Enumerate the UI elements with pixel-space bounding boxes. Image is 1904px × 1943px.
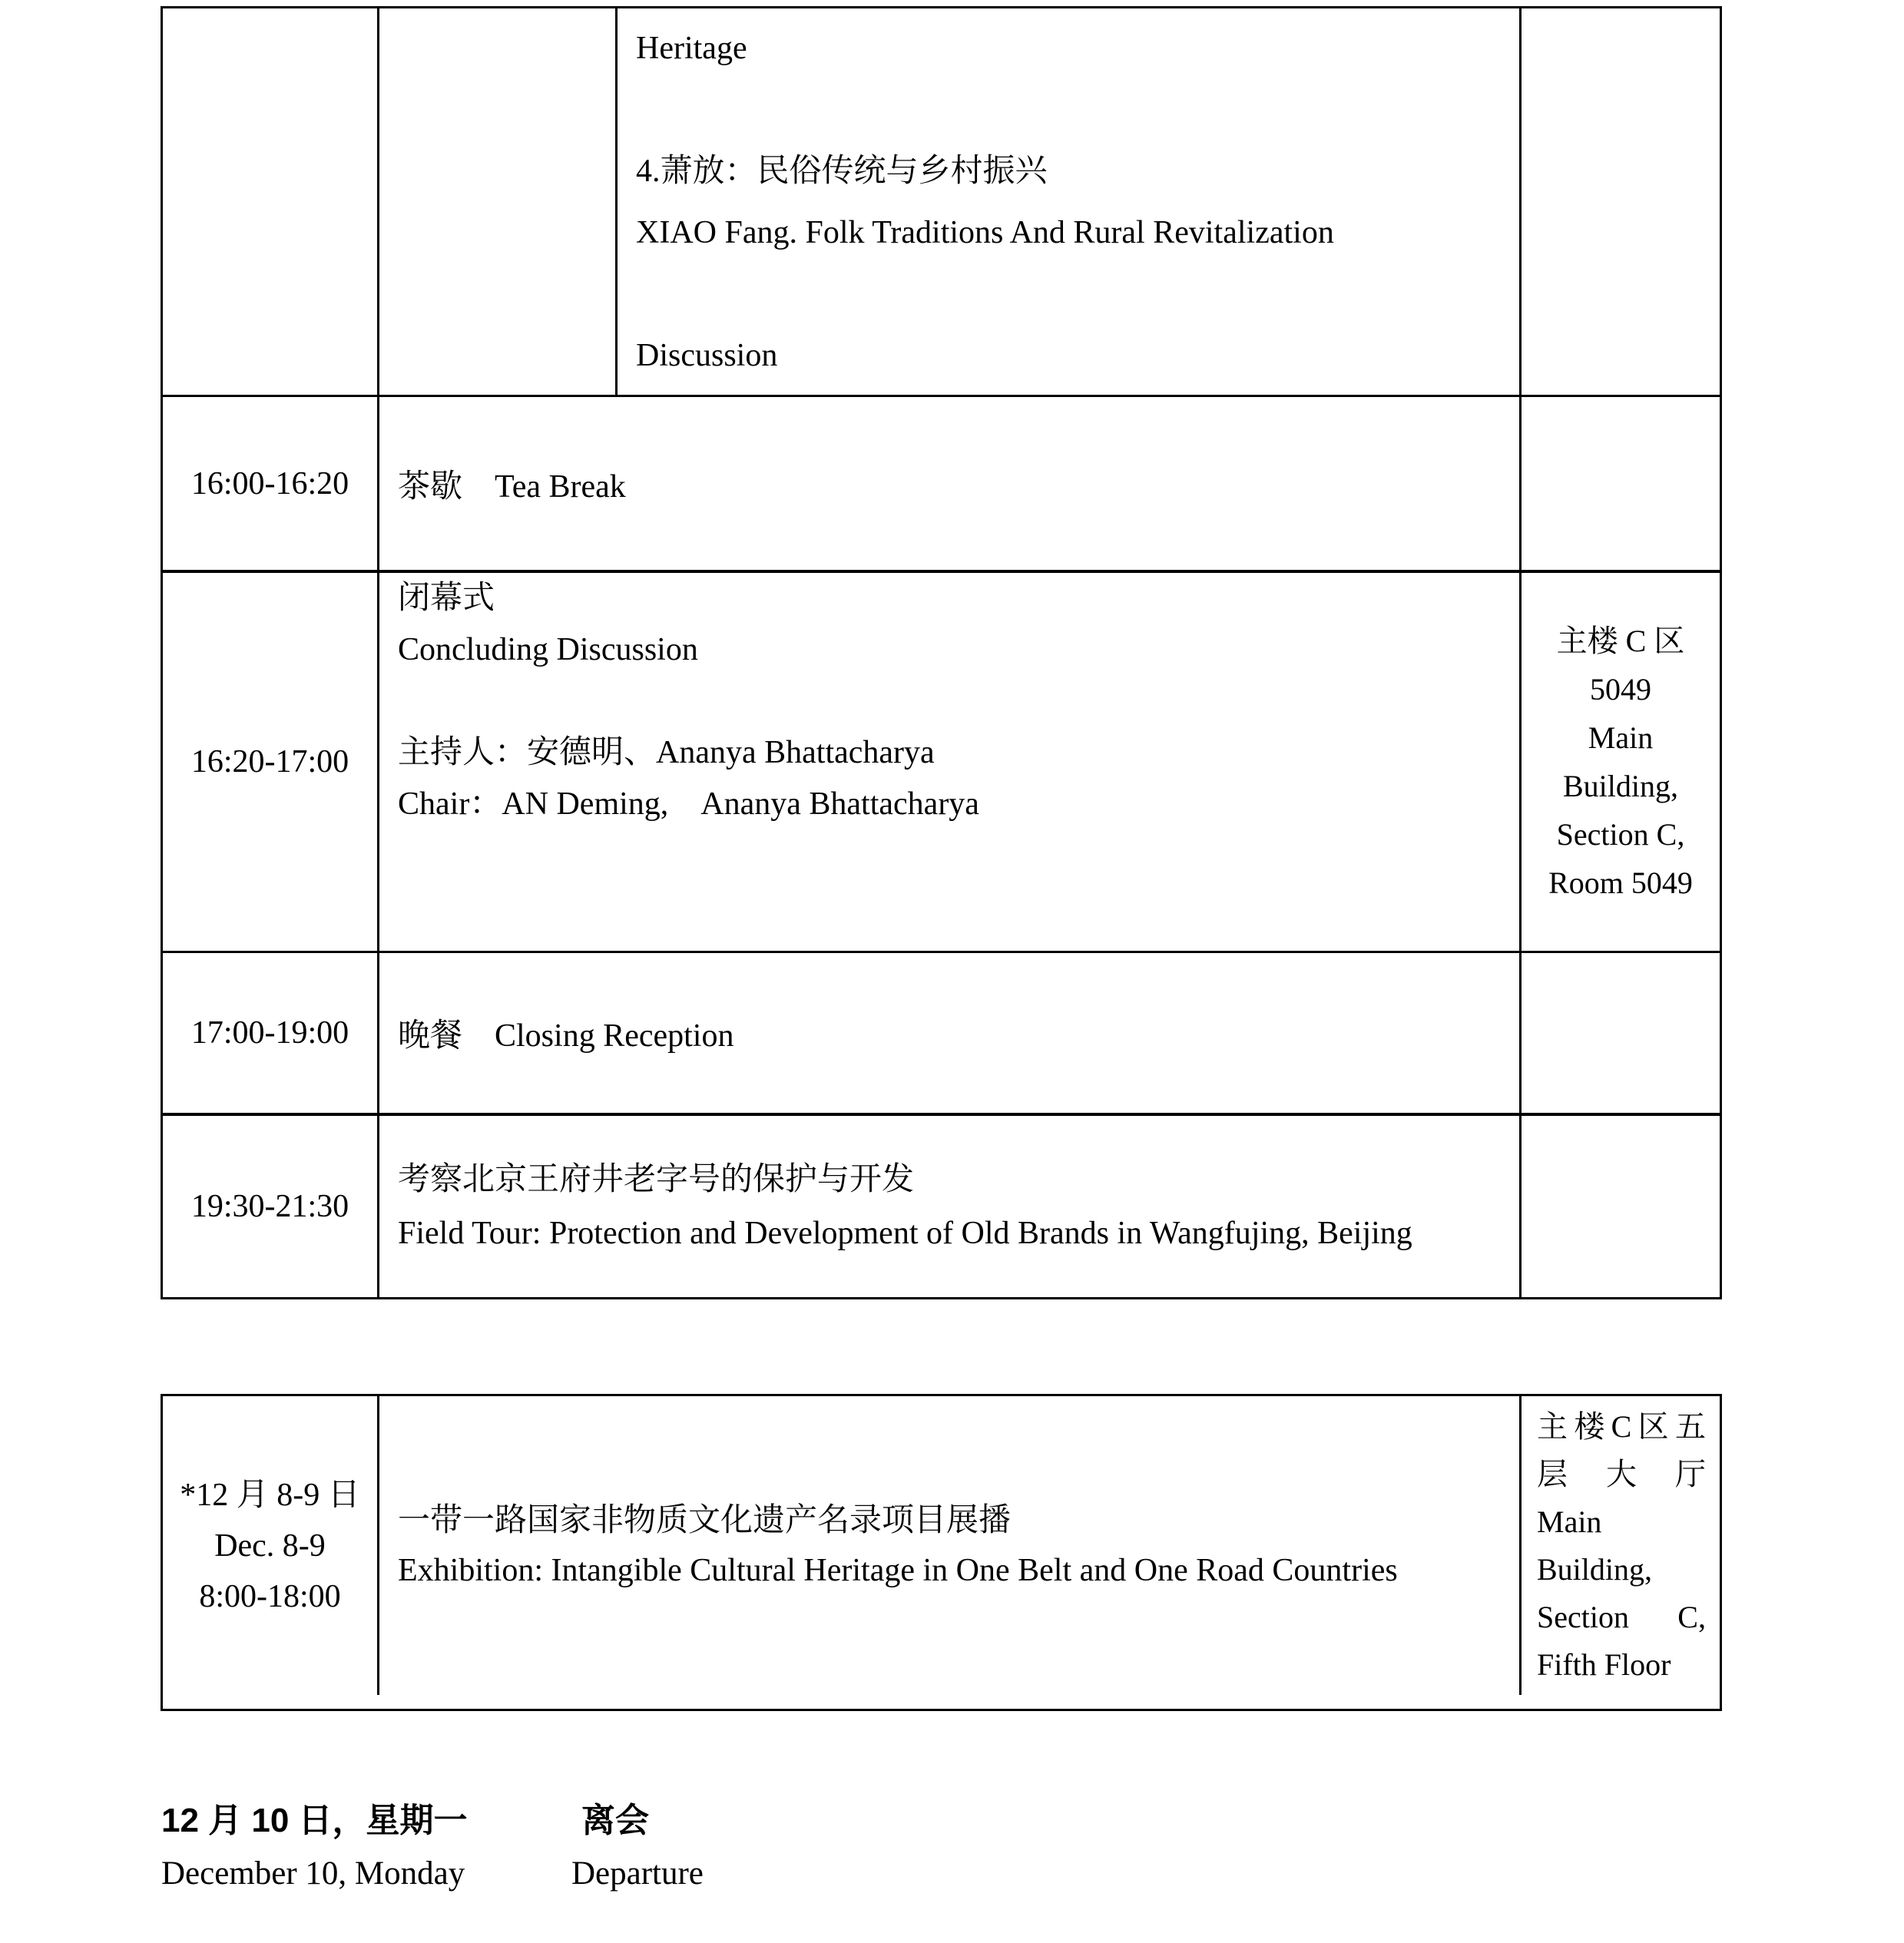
content-line: 晚餐 Closing Reception: [398, 1018, 734, 1054]
table-row-field-tour: [163, 1116, 1720, 1297]
event-content-cell: [379, 397, 1519, 570]
session-content-cell: [379, 573, 1519, 951]
table-row-concluding-discussion: [163, 573, 1720, 953]
content-line: 考察北京王府井老字号的保护与开发: [398, 1162, 915, 1197]
content-line: 4.萧放：民俗传统与乡村振兴: [636, 154, 1048, 189]
content-line: XIAO Fang. Folk Traditions And Rural Revitalization: [636, 215, 1334, 250]
location-line: Section C,: [1556, 817, 1685, 852]
time-cell: 19:30-21:30: [163, 1116, 379, 1297]
time-cell-empty: [163, 8, 379, 395]
location-cell-empty: [1519, 397, 1720, 570]
session-content-cell: [618, 8, 1519, 395]
content-line: 闭幕式: [398, 581, 495, 616]
time-cell: 16:00-16:20: [163, 397, 379, 570]
location-line: 主楼 C 区: [1556, 624, 1685, 658]
location-cell-empty: [1519, 1116, 1720, 1297]
departure-event-en: Departure: [571, 1855, 704, 1892]
location-line: 层 大 厅: [1537, 1456, 1706, 1491]
location-cell: [1519, 1396, 1720, 1695]
location-line: Room 5049: [1548, 866, 1693, 900]
location-line: Main: [1588, 720, 1654, 755]
content-line: Heritage: [636, 31, 747, 66]
event-content-cell: [379, 1396, 1519, 1695]
content-line-blank: [636, 79, 1501, 141]
time-cell: [163, 1396, 379, 1695]
departure-note: [161, 1796, 1237, 1902]
departure-date-zh: 12 月 10 日，星期一: [161, 1802, 468, 1839]
location-cell: [1519, 573, 1720, 951]
time-line: 8:00-18:00: [199, 1578, 341, 1614]
time-cell: 16:20-17:00: [163, 573, 379, 951]
table-row-exhibition: [163, 1396, 1720, 1709]
event-content-cell: [379, 953, 1519, 1113]
departure-event-zh: 离会: [581, 1802, 649, 1839]
content-line: 一带一路国家非物质文化遗产名录项目展播: [398, 1502, 1012, 1538]
location-line: Building,: [1537, 1551, 1653, 1587]
schedule-table: [161, 6, 1722, 1299]
location-cell-empty: [1519, 8, 1720, 395]
time-cell: 17:00-19:00: [163, 953, 379, 1113]
time-line: *12 月 8-9 日: [180, 1477, 360, 1513]
departure-line-en: [161, 1845, 1237, 1902]
content-line-blank: [636, 263, 1501, 325]
location-line: Building,: [1562, 769, 1679, 803]
chair-cell-empty: [379, 8, 618, 395]
content-line-blank: [398, 676, 1501, 727]
departure-line-zh: [161, 1796, 1237, 1845]
location-line: 5049: [1590, 672, 1651, 707]
content-line: 主持人：安德明、Ananya Bhattacharya: [398, 735, 935, 770]
location-line: 主楼C区五: [1537, 1408, 1706, 1444]
location-line: Main: [1537, 1504, 1602, 1539]
content-line: Concluding Discussion: [398, 632, 698, 667]
departure-date-en: December 10, Monday: [161, 1855, 465, 1892]
event-content-cell: [379, 1116, 1519, 1297]
content-line: 茶歇 Tea Break: [398, 468, 626, 505]
location-cell-empty: [1519, 953, 1720, 1113]
content-line: Field Tour: Protection and Development of Old Brands in Wangfujing, Beijing: [398, 1216, 1412, 1251]
table-row-tea-break: [163, 397, 1720, 573]
location-line: Fifth Floor: [1537, 1647, 1671, 1682]
time-line: Dec. 8-9: [214, 1528, 326, 1564]
location-line: Section C,: [1537, 1599, 1706, 1634]
table-row-closing-reception: [163, 953, 1720, 1116]
content-line: Exhibition: Intangible Cultural Heritage in One Belt and One Road Countries: [398, 1552, 1398, 1588]
table-row-session-continued: [163, 8, 1720, 397]
content-line: Chair：AN Deming, Ananya Bhattacharya: [398, 786, 979, 822]
content-line: Discussion: [636, 338, 778, 373]
exhibition-table: [161, 1394, 1722, 1711]
